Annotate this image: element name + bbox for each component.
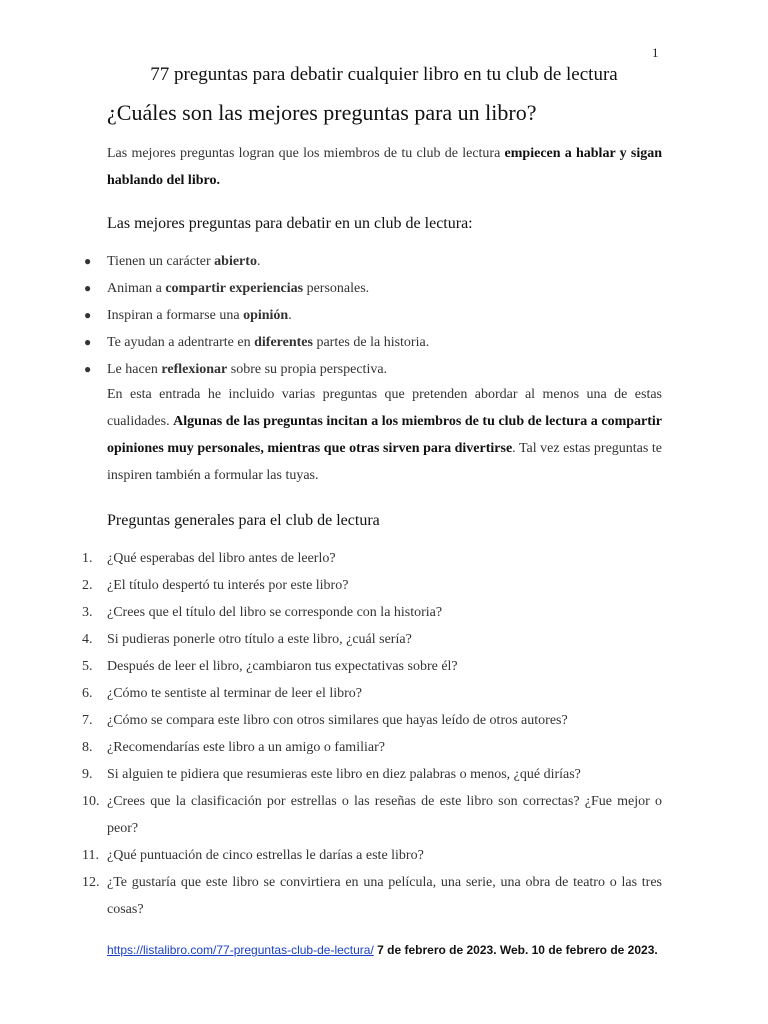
list-item: ● Inspiran a formarse una opinión. <box>0 302 768 329</box>
list-item: ● Animan a compartir experiencias personales. <box>0 275 768 302</box>
list-item: 11. ¿Qué puntuación de cinco estrellas le darías a este libro? <box>82 848 424 863</box>
bullet-icon: ● <box>84 308 92 322</box>
questions-list <box>0 545 768 923</box>
bullet-icon: ● <box>84 254 92 268</box>
list-item: 8. ¿Recomendarías este libro a un amigo o familiar? <box>82 740 385 755</box>
source-link[interactable]: https://listalibro.com/77-preguntas-club-de-lectura/ <box>107 943 374 957</box>
bullet-icon: ● <box>84 281 92 295</box>
qualities-paragraph: En esta entrada he incluido varias preguntas que pretenden abordar al menos una de estas cualidades. Algunas de las preguntas incitan a los miembros de tu club de lectura a compartir opiniones muy personales, mientras que otras sirven para divertirse. Tal vez estas preguntas te inspiren también a formular las tuyas. <box>107 387 662 483</box>
bullet-icon: ● <box>84 335 92 349</box>
bullet-icon: ● <box>84 362 92 376</box>
list-item: 12. ¿Te gustaría que este libro se convirtiera en una película, una serie, una obra de teatro o las tres cosas? <box>82 875 662 917</box>
section-heading-general-questions: Preguntas generales para el club de lectura <box>107 512 380 529</box>
page-number: 1 <box>652 45 659 60</box>
list-item: ● Tienen un carácter abierto. <box>0 248 768 275</box>
list-item: 7. ¿Cómo se compara este libro con otros similares que hayas leído de otros autores? <box>82 713 568 728</box>
list-item: 2. ¿El título despertó tu interés por este libro? <box>82 578 349 593</box>
document-title: 77 preguntas para debatir cualquier libro en tu club de lectura <box>150 64 618 85</box>
list-item: 6. ¿Cómo te sentiste al terminar de leer el libro? <box>82 686 363 701</box>
criteria-list <box>0 248 768 383</box>
list-item: 5. Después de leer el libro, ¿cambiaron tus expectativas sobre él? <box>82 659 458 674</box>
list-item: ● Le hacen reflexionar sobre su propia perspectiva. <box>0 356 768 383</box>
list-item: ● Te ayudan a adentrarte en diferentes partes de la historia. <box>0 329 768 356</box>
list-item: 3. ¿Crees que el título del libro se corresponde con la historia? <box>82 605 443 620</box>
list-item: 9. Si alguien te pidiera que resumieras este libro en diez palabras o menos, ¿qué dirías? <box>82 767 581 782</box>
main-heading: ¿Cuáles son las mejores preguntas para un libro? <box>107 100 537 125</box>
list-item: 1. ¿Qué esperabas del libro antes de leerlo? <box>82 551 336 566</box>
footer-citation: https://listalibro.com/77-preguntas-club-de-lectura/ 7 de febrero de 2023. Web. 10 de febrero de 2023. <box>107 943 658 957</box>
intro-paragraph: Las mejores preguntas logran que los miembros de tu club de lectura empiecen a hablar y sigan hablando del libro. <box>107 146 662 188</box>
section-heading-criteria: Las mejores preguntas para debatir en un club de lectura: <box>107 215 473 232</box>
list-item: 4. Si pudieras ponerle otro título a este libro, ¿cuál sería? <box>82 632 412 647</box>
list-item: 10. ¿Crees que la clasificación por estrellas o las reseñas de este libro son correctas? ¿Fue mejor o peor? <box>82 794 662 836</box>
